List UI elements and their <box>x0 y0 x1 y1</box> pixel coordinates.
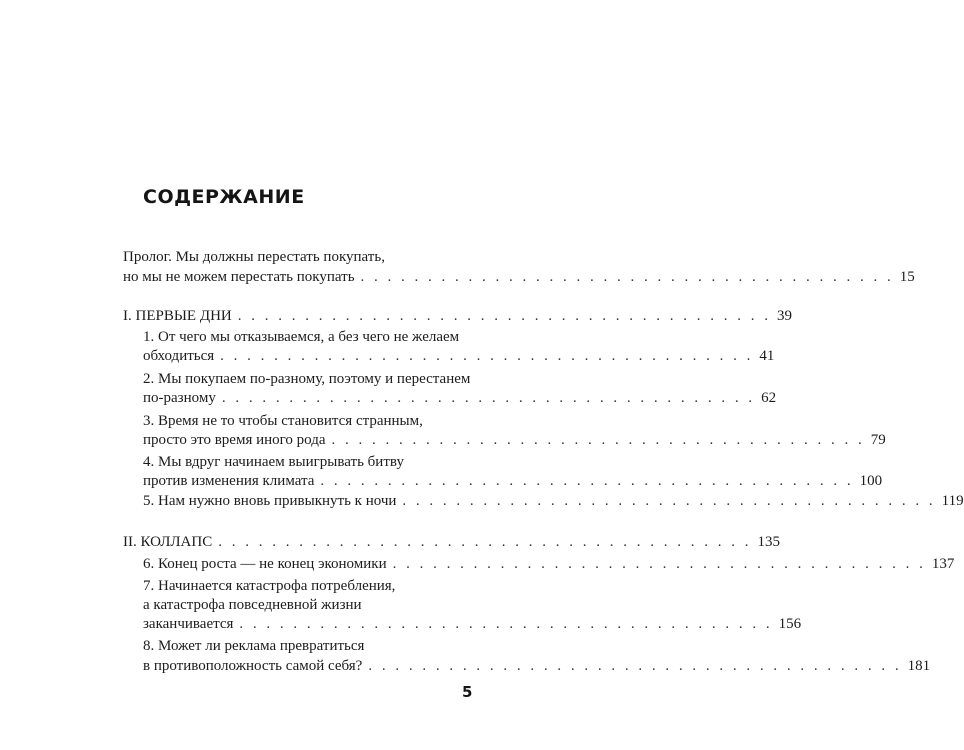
toc-page-number: 39 <box>776 308 792 324</box>
toc-chapter-2-line1: 2. Мы покупаем по-разному, поэтому и перестанем <box>143 371 471 387</box>
toc-chapter-8[interactable] <box>143 656 931 676</box>
toc-chapter-2-line2: по-разному <box>143 390 216 406</box>
toc-part-2-label: II. КОЛЛАПС <box>123 534 213 550</box>
leader-dots: . . . . . . . . . . . . . . . . . . . . . . . . . . . . . . . . . . . . . . . . <box>368 658 902 674</box>
page-title: СОДЕРЖАНИЕ <box>143 186 305 208</box>
toc-chapter-6-line1: 6. Конец роста — не конец экономики <box>143 556 387 572</box>
toc-page-number: 100 <box>859 473 883 489</box>
toc-chapter-5-line1: 5. Нам нужно вновь привыкнуть к ночи <box>143 493 397 509</box>
toc-chapter-5[interactable] <box>143 491 964 511</box>
leader-dots: . . . . . . . . . . . . . . . . . . . . . . . . . . . . . . . . . . . . . . . . <box>239 616 773 632</box>
leader-dots: . . . . . . . . . . . . . . . . . . . . . . . . . . . . . . . . . . . . . . . . <box>221 390 756 406</box>
leader-dots: . . . . . . . . . . . . . . . . . . . . . . . . . . . . . . . . . . . . . . . . <box>220 348 754 364</box>
toc-page-number: 62 <box>761 390 777 406</box>
toc-chapter-1[interactable] <box>143 346 775 366</box>
page-folio-number: 5 <box>462 683 473 701</box>
leader-dots: . . . . . . . . . . . . . . . . . . . . . . . . . . . . . . . . . . . . . . . . <box>392 556 926 572</box>
toc-part-1-label: I. ПЕРВЫЕ ДНИ <box>123 308 232 324</box>
toc-page-number: 137 <box>931 556 955 572</box>
toc-chapter-7-line1: 7. Начинается катастрофа потребления, <box>143 578 396 594</box>
toc-part-2[interactable] <box>123 532 780 552</box>
toc-page-number: 135 <box>757 534 780 550</box>
toc-page-number: 181 <box>907 658 931 674</box>
toc-part-1[interactable] <box>123 306 792 326</box>
toc-chapter-7-line3: заканчивается <box>143 616 234 632</box>
toc-chapter-1-line2: обходиться <box>143 348 215 364</box>
toc-chapter-4-line2: против изменения климата <box>143 473 315 489</box>
toc-prologue-entry[interactable] <box>123 267 915 287</box>
toc-chapter-3-line1: 3. Время не то чтобы становится странным, <box>143 413 423 429</box>
toc-page-number: 41 <box>759 348 775 364</box>
toc-prologue-line1: Пролог. Мы должны перестать покупать, <box>123 249 385 265</box>
toc-chapter-4[interactable] <box>143 471 883 491</box>
leader-dots: . . . . . . . . . . . . . . . . . . . . . . . . . . . . . . . . . . . . . . . . <box>237 308 771 324</box>
leader-dots: . . . . . . . . . . . . . . . . . . . . . . . . . . . . . . . . . . . . . . . . <box>331 432 865 448</box>
toc-page-number: 119 <box>941 493 964 509</box>
toc-chapter-2[interactable] <box>143 388 777 408</box>
toc-page-number: 79 <box>870 432 886 448</box>
toc-chapter-3[interactable] <box>143 430 886 450</box>
toc-chapter-8-line1: 8. Может ли реклама превратиться <box>143 638 365 654</box>
toc-chapter-6[interactable] <box>143 554 955 574</box>
leader-dots: . . . . . . . . . . . . . . . . . . . . . . . . . . . . . . . . . . . . . . . . <box>402 493 936 509</box>
toc-chapter-8-line2: в противоположность самой себя? <box>143 658 363 674</box>
toc-chapter-7-line2: а катастрофа повседневной жизни <box>143 597 362 613</box>
toc-page-number: 15 <box>899 269 915 285</box>
toc-chapter-4-line1: 4. Мы вдруг начинаем выигрывать битву <box>143 454 404 470</box>
leader-dots: . . . . . . . . . . . . . . . . . . . . . . . . . . . . . . . . . . . . . . . . <box>360 269 894 285</box>
toc-chapter-7[interactable] <box>143 614 802 634</box>
toc-chapter-3-line2: просто это время иного рода <box>143 432 326 448</box>
leader-dots: . . . . . . . . . . . . . . . . . . . . . . . . . . . . . . . . . . . . . . . . <box>218 534 752 550</box>
leader-dots: . . . . . . . . . . . . . . . . . . . . . . . . . . . . . . . . . . . . . . . . <box>320 473 854 489</box>
toc-chapter-1-line1: 1. От чего мы отказываемся, а без чего не желаем <box>143 329 460 345</box>
toc-prologue-line2: но мы не можем перестать покупать <box>123 269 355 285</box>
toc-page-number: 156 <box>778 616 802 632</box>
